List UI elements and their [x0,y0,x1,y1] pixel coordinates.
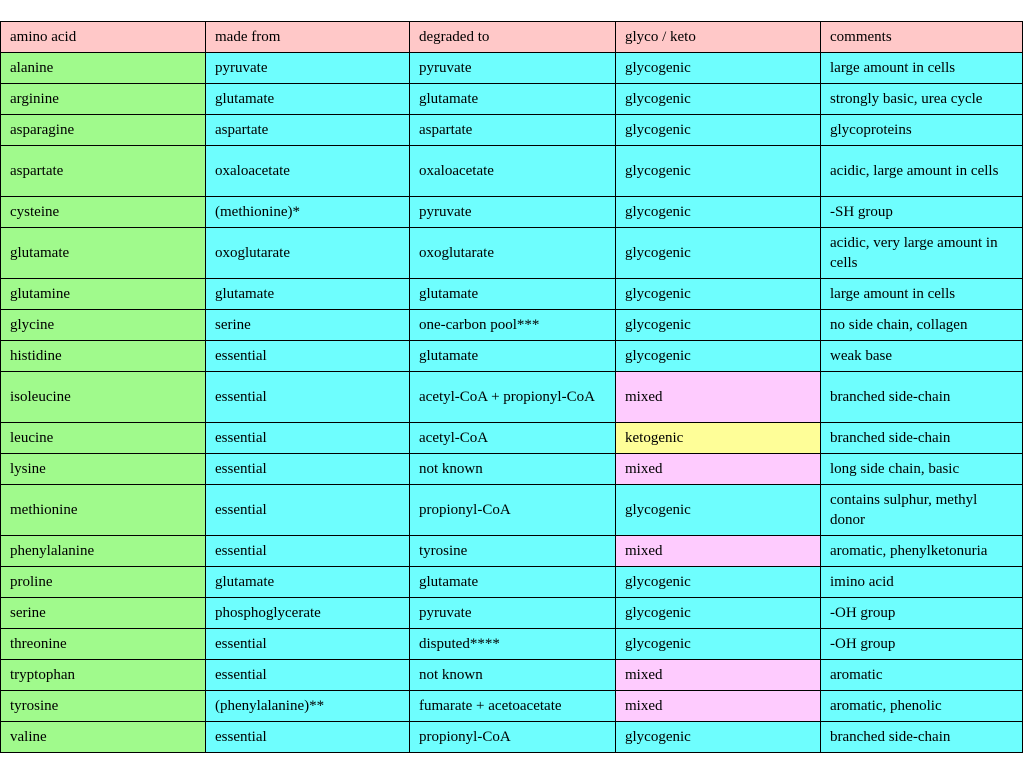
made-from-cell: essential [206,372,410,423]
table-row [1,536,1023,567]
glyco-keto-cell: glycogenic [616,598,821,629]
comments-cell: glycoproteins [821,115,1023,146]
degraded-to-cell: acetyl-CoA [410,423,616,454]
table-row [1,115,1023,146]
comments-cell: aromatic [821,660,1023,691]
degraded-to-cell: aspartate [410,115,616,146]
table-row [1,53,1023,84]
amino-acid-cell: serine [1,598,206,629]
made-from-cell: (phenylalanine)** [206,691,410,722]
header-amino-acid: amino acid [1,22,206,53]
amino-acid-cell: glycine [1,310,206,341]
degraded-to-cell: not known [410,660,616,691]
comments-cell: imino acid [821,567,1023,598]
comments-cell: branched side-chain [821,722,1023,753]
degraded-to-cell: glutamate [410,279,616,310]
made-from-cell: aspartate [206,115,410,146]
comments-cell: branched side-chain [821,372,1023,423]
made-from-cell: essential [206,629,410,660]
table-row [1,485,1023,536]
made-from-cell: essential [206,536,410,567]
degraded-to-cell: one-carbon pool*** [410,310,616,341]
amino-acid-cell: tryptophan [1,660,206,691]
amino-acid-cell: asparagine [1,115,206,146]
table-row [1,279,1023,310]
comments-cell: large amount in cells [821,53,1023,84]
degraded-to-cell: fumarate + acetoacetate [410,691,616,722]
table-row [1,660,1023,691]
amino-acid-cell: tyrosine [1,691,206,722]
glyco-keto-cell: glycogenic [616,228,821,279]
amino-acid-cell: valine [1,722,206,753]
degraded-to-cell: glutamate [410,567,616,598]
table-row [1,629,1023,660]
comments-cell: -OH group [821,598,1023,629]
degraded-to-cell: pyruvate [410,53,616,84]
glyco-keto-cell: glycogenic [616,485,821,536]
made-from-cell: (methionine)* [206,197,410,228]
amino-acid-cell: histidine [1,341,206,372]
amino-acid-cell: glutamate [1,228,206,279]
table-row [1,598,1023,629]
made-from-cell: oxaloacetate [206,146,410,197]
degraded-to-cell: pyruvate [410,598,616,629]
comments-cell: acidic, very large amount in cells [821,228,1023,279]
table-row [1,228,1023,279]
comments-cell: no side chain, collagen [821,310,1023,341]
made-from-cell: serine [206,310,410,341]
glyco-keto-cell: glycogenic [616,279,821,310]
made-from-cell: glutamate [206,567,410,598]
made-from-cell: pyruvate [206,53,410,84]
amino-acid-cell: threonine [1,629,206,660]
comments-cell: -SH group [821,197,1023,228]
amino-acid-cell: phenylalanine [1,536,206,567]
table-row [1,372,1023,423]
table-row [1,310,1023,341]
table-row [1,454,1023,485]
table-row [1,691,1023,722]
amino-acid-cell: aspartate [1,146,206,197]
amino-acid-cell: arginine [1,84,206,115]
made-from-cell: phosphoglycerate [206,598,410,629]
degraded-to-cell: pyruvate [410,197,616,228]
comments-cell: aromatic, phenylketonuria [821,536,1023,567]
made-from-cell: essential [206,722,410,753]
table-row [1,146,1023,197]
glyco-keto-cell: mixed [616,691,821,722]
header-glyco-keto: glyco / keto [616,22,821,53]
amino-acid-cell: methionine [1,485,206,536]
comments-cell: branched side-chain [821,423,1023,454]
table-row [1,722,1023,753]
amino-acid-cell: cysteine [1,197,206,228]
glyco-keto-cell: glycogenic [616,197,821,228]
table-row [1,197,1023,228]
header-comments: comments [821,22,1023,53]
header-degraded-to: degraded to [410,22,616,53]
glyco-keto-cell: glycogenic [616,341,821,372]
glyco-keto-cell: glycogenic [616,310,821,341]
table-row [1,341,1023,372]
degraded-to-cell: tyrosine [410,536,616,567]
degraded-to-cell: glutamate [410,84,616,115]
header-row [1,22,1023,53]
degraded-to-cell: propionyl-CoA [410,722,616,753]
amino-acid-cell: isoleucine [1,372,206,423]
comments-cell: -OH group [821,629,1023,660]
amino-acid-cell: glutamine [1,279,206,310]
comments-cell: contains sulphur, methyl donor [821,485,1023,536]
glyco-keto-cell: glycogenic [616,84,821,115]
table-row [1,567,1023,598]
comments-cell: acidic, large amount in cells [821,146,1023,197]
table-row [1,423,1023,454]
amino-acid-cell: proline [1,567,206,598]
comments-cell: long side chain, basic [821,454,1023,485]
made-from-cell: essential [206,660,410,691]
comments-cell: aromatic, phenolic [821,691,1023,722]
made-from-cell: oxoglutarate [206,228,410,279]
degraded-to-cell: oxoglutarate [410,228,616,279]
comments-cell: strongly basic, urea cycle [821,84,1023,115]
made-from-cell: glutamate [206,84,410,115]
degraded-to-cell: glutamate [410,341,616,372]
comments-cell: weak base [821,341,1023,372]
degraded-to-cell: acetyl-CoA + propionyl-CoA [410,372,616,423]
amino-acid-cell: lysine [1,454,206,485]
made-from-cell: essential [206,341,410,372]
glyco-keto-cell: glycogenic [616,567,821,598]
amino-acid-cell: alanine [1,53,206,84]
degraded-to-cell: not known [410,454,616,485]
glyco-keto-cell: glycogenic [616,146,821,197]
glyco-keto-cell: mixed [616,372,821,423]
degraded-to-cell: disputed**** [410,629,616,660]
glyco-keto-cell: mixed [616,454,821,485]
glyco-keto-cell: glycogenic [616,115,821,146]
glyco-keto-cell: ketogenic [616,423,821,454]
glyco-keto-cell: mixed [616,660,821,691]
made-from-cell: essential [206,423,410,454]
glyco-keto-cell: glycogenic [616,629,821,660]
glyco-keto-cell: glycogenic [616,722,821,753]
table-row [1,84,1023,115]
made-from-cell: glutamate [206,279,410,310]
made-from-cell: essential [206,454,410,485]
glyco-keto-cell: glycogenic [616,53,821,84]
glyco-keto-cell: mixed [616,536,821,567]
header-made-from: made from [206,22,410,53]
degraded-to-cell: oxaloacetate [410,146,616,197]
amino-acid-table [0,21,1023,753]
amino-acid-cell: leucine [1,423,206,454]
made-from-cell: essential [206,485,410,536]
degraded-to-cell: propionyl-CoA [410,485,616,536]
comments-cell: large amount in cells [821,279,1023,310]
